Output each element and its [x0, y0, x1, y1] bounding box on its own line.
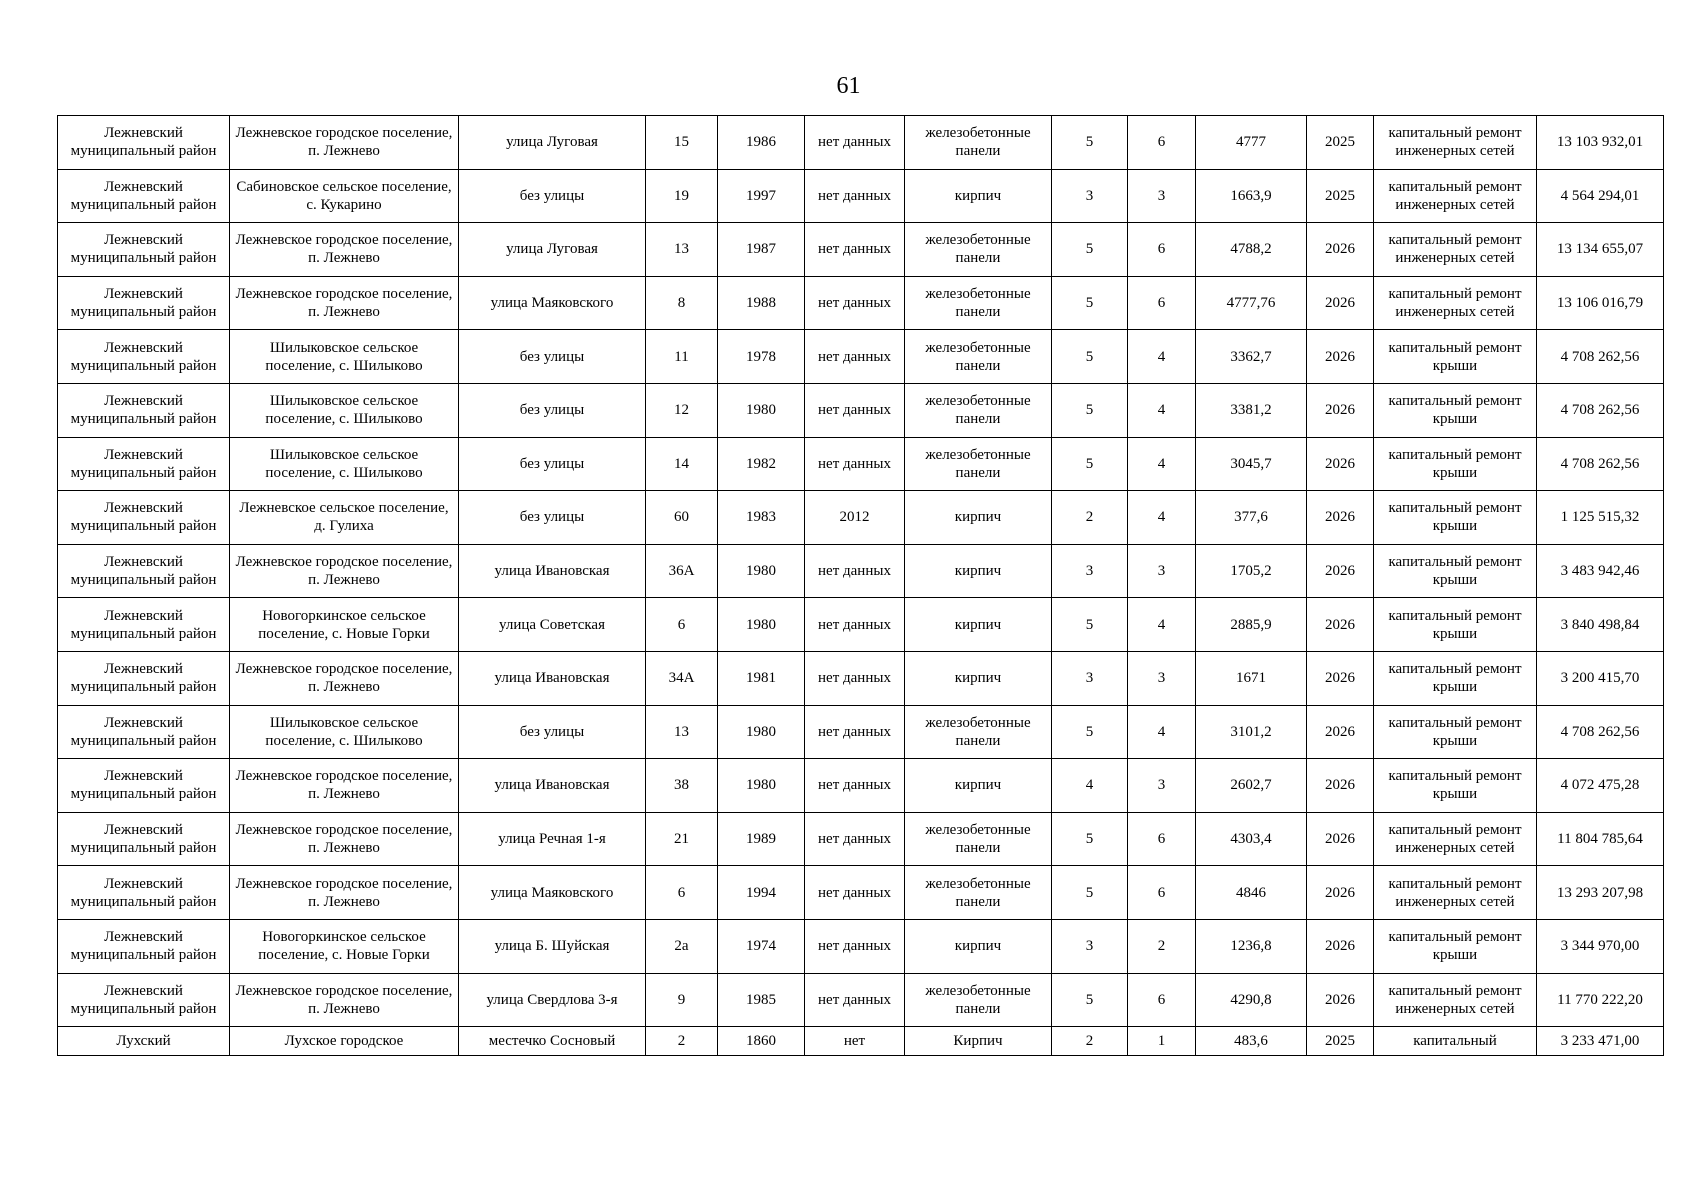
cell-house-number: 36А: [646, 544, 718, 598]
cell-street: без улицы: [459, 383, 646, 437]
cell-overhaul-year: нет данных: [805, 919, 905, 973]
cell-overhaul-year: нет данных: [805, 437, 905, 491]
cell-district: Лежневский муниципальный район: [58, 759, 230, 813]
cell-wall-material: железобетонные панели: [905, 223, 1052, 277]
cell-settlement: Новогоркинское сельское поселение, с. Новые Горки: [230, 598, 459, 652]
cell-area: 2885,9: [1196, 598, 1307, 652]
cell-district: Лежневский муниципальный район: [58, 169, 230, 223]
cell-build-year: 1978: [718, 330, 805, 384]
cell-house-number: 38: [646, 759, 718, 813]
cell-work-type: капитальный ремонт крыши: [1374, 437, 1537, 491]
cell-area: 1705,2: [1196, 544, 1307, 598]
cell-floors: 3: [1052, 169, 1128, 223]
cell-build-year: 1980: [718, 383, 805, 437]
cell-work-type: капитальный ремонт крыши: [1374, 919, 1537, 973]
cell-settlement: Шилыковское сельское поселение, с. Шилыково: [230, 705, 459, 759]
cell-street: без улицы: [459, 705, 646, 759]
cell-settlement: Шилыковское сельское поселение, с. Шилыково: [230, 330, 459, 384]
cell-build-year: 1986: [718, 116, 805, 170]
cell-settlement: Лежневское городское поселение, п. Лежнево: [230, 651, 459, 705]
cell-wall-material: железобетонные панели: [905, 276, 1052, 330]
cell-settlement: Лежневское городское поселение, п. Лежнево: [230, 116, 459, 170]
cell-entrances: 1: [1128, 1027, 1196, 1056]
cell-wall-material: кирпич: [905, 491, 1052, 545]
cell-settlement: Шилыковское сельское поселение, с. Шилыково: [230, 437, 459, 491]
table-row: [58, 1027, 1664, 1056]
cell-house-number: 19: [646, 169, 718, 223]
cell-settlement: Лежневское городское поселение, п. Лежнево: [230, 812, 459, 866]
cell-area: 1236,8: [1196, 919, 1307, 973]
cell-build-year: 1994: [718, 866, 805, 920]
cell-area: 377,6: [1196, 491, 1307, 545]
cell-wall-material: железобетонные панели: [905, 973, 1052, 1027]
cell-build-year: 1974: [718, 919, 805, 973]
cell-cost: 3 233 471,00: [1537, 1027, 1664, 1056]
cell-cost: 4 564 294,01: [1537, 169, 1664, 223]
cell-overhaul-year: нет данных: [805, 116, 905, 170]
housing-repair-table: [57, 115, 1664, 1056]
cell-plan-year: 2026: [1307, 759, 1374, 813]
cell-work-type: капитальный ремонт крыши: [1374, 383, 1537, 437]
cell-entrances: 4: [1128, 598, 1196, 652]
table-row: [58, 437, 1664, 491]
cell-cost: 13 103 932,01: [1537, 116, 1664, 170]
table-row: [58, 330, 1664, 384]
cell-district: Лежневский муниципальный район: [58, 276, 230, 330]
cell-district: Лежневский муниципальный район: [58, 383, 230, 437]
cell-wall-material: кирпич: [905, 598, 1052, 652]
page-number: 61: [836, 73, 861, 99]
cell-plan-year: 2026: [1307, 544, 1374, 598]
cell-floors: 5: [1052, 437, 1128, 491]
cell-plan-year: 2026: [1307, 276, 1374, 330]
cell-work-type: капитальный ремонт крыши: [1374, 651, 1537, 705]
cell-work-type: капитальный ремонт крыши: [1374, 491, 1537, 545]
cell-street: без улицы: [459, 169, 646, 223]
cell-settlement: Лежневское городское поселение, п. Лежнево: [230, 223, 459, 277]
cell-overhaul-year: нет данных: [805, 651, 905, 705]
cell-street: улица Советская: [459, 598, 646, 652]
cell-overhaul-year: нет данных: [805, 973, 905, 1027]
cell-district: Лежневский муниципальный район: [58, 598, 230, 652]
table-row: [58, 973, 1664, 1027]
cell-plan-year: 2025: [1307, 1027, 1374, 1056]
cell-build-year: 1988: [718, 276, 805, 330]
cell-house-number: 13: [646, 705, 718, 759]
cell-cost: 4 708 262,56: [1537, 705, 1664, 759]
cell-build-year: 1989: [718, 812, 805, 866]
cell-house-number: 60: [646, 491, 718, 545]
table-row: [58, 812, 1664, 866]
cell-overhaul-year: нет данных: [805, 383, 905, 437]
cell-work-type: капитальный ремонт инженерных сетей: [1374, 116, 1537, 170]
cell-overhaul-year: нет данных: [805, 330, 905, 384]
table-row: [58, 116, 1664, 170]
cell-entrances: 6: [1128, 223, 1196, 277]
cell-district: Лежневский муниципальный район: [58, 866, 230, 920]
cell-plan-year: 2026: [1307, 973, 1374, 1027]
cell-house-number: 2а: [646, 919, 718, 973]
cell-entrances: 3: [1128, 169, 1196, 223]
cell-plan-year: 2026: [1307, 491, 1374, 545]
cell-floors: 5: [1052, 812, 1128, 866]
cell-entrances: 4: [1128, 437, 1196, 491]
cell-house-number: 34А: [646, 651, 718, 705]
cell-settlement: Шилыковское сельское поселение, с. Шилыково: [230, 383, 459, 437]
cell-house-number: 6: [646, 598, 718, 652]
cell-work-type: капитальный ремонт крыши: [1374, 544, 1537, 598]
cell-settlement: Сабиновское сельское поселение, с. Кукарино: [230, 169, 459, 223]
cell-build-year: 1983: [718, 491, 805, 545]
cell-work-type: капитальный ремонт инженерных сетей: [1374, 973, 1537, 1027]
cell-district: Лежневский муниципальный район: [58, 544, 230, 598]
cell-entrances: 2: [1128, 919, 1196, 973]
cell-cost: 3 840 498,84: [1537, 598, 1664, 652]
cell-street: улица Ивановская: [459, 544, 646, 598]
cell-build-year: 1987: [718, 223, 805, 277]
cell-build-year: 1860: [718, 1027, 805, 1056]
cell-area: 3381,2: [1196, 383, 1307, 437]
cell-build-year: 1997: [718, 169, 805, 223]
cell-district: Лежневский муниципальный район: [58, 651, 230, 705]
cell-area: 4303,4: [1196, 812, 1307, 866]
cell-settlement: Новогоркинское сельское поселение, с. Новые Горки: [230, 919, 459, 973]
cell-street: без улицы: [459, 491, 646, 545]
cell-district: Лежневский муниципальный район: [58, 973, 230, 1027]
cell-settlement: Лежневское городское поселение, п. Лежнево: [230, 866, 459, 920]
cell-area: 2602,7: [1196, 759, 1307, 813]
cell-build-year: 1981: [718, 651, 805, 705]
cell-entrances: 4: [1128, 705, 1196, 759]
cell-entrances: 6: [1128, 866, 1196, 920]
cell-floors: 2: [1052, 491, 1128, 545]
table-row: [58, 598, 1664, 652]
cell-area: 4777: [1196, 116, 1307, 170]
cell-area: 1671: [1196, 651, 1307, 705]
cell-plan-year: 2025: [1307, 169, 1374, 223]
cell-wall-material: железобетонные панели: [905, 330, 1052, 384]
cell-entrances: 3: [1128, 759, 1196, 813]
table-row: [58, 866, 1664, 920]
cell-cost: 13 293 207,98: [1537, 866, 1664, 920]
cell-area: 1663,9: [1196, 169, 1307, 223]
cell-overhaul-year: нет данных: [805, 169, 905, 223]
cell-wall-material: железобетонные панели: [905, 116, 1052, 170]
cell-build-year: 1980: [718, 759, 805, 813]
cell-street: улица Ивановская: [459, 759, 646, 813]
cell-work-type: капитальный ремонт крыши: [1374, 330, 1537, 384]
cell-street: без улицы: [459, 330, 646, 384]
cell-street: улица Луговая: [459, 116, 646, 170]
cell-plan-year: 2026: [1307, 330, 1374, 384]
cell-cost: 3 200 415,70: [1537, 651, 1664, 705]
cell-district: Лежневский муниципальный район: [58, 116, 230, 170]
cell-cost: 4 708 262,56: [1537, 383, 1664, 437]
cell-overhaul-year: нет данных: [805, 598, 905, 652]
cell-floors: 5: [1052, 598, 1128, 652]
cell-plan-year: 2026: [1307, 919, 1374, 973]
cell-district: Лежневский муниципальный район: [58, 223, 230, 277]
cell-work-type: капитальный ремонт крыши: [1374, 598, 1537, 652]
cell-street: улица Маяковского: [459, 866, 646, 920]
cell-district: Лежневский муниципальный район: [58, 812, 230, 866]
cell-street: улица Свердлова 3-я: [459, 973, 646, 1027]
cell-floors: 5: [1052, 116, 1128, 170]
cell-floors: 5: [1052, 223, 1128, 277]
cell-house-number: 14: [646, 437, 718, 491]
cell-district: Лежневский муниципальный район: [58, 919, 230, 973]
cell-entrances: 6: [1128, 812, 1196, 866]
cell-wall-material: кирпич: [905, 759, 1052, 813]
cell-wall-material: кирпич: [905, 919, 1052, 973]
table-row: [58, 223, 1664, 277]
cell-cost: 3 483 942,46: [1537, 544, 1664, 598]
cell-overhaul-year: нет данных: [805, 223, 905, 277]
cell-house-number: 15: [646, 116, 718, 170]
cell-plan-year: 2026: [1307, 598, 1374, 652]
cell-floors: 5: [1052, 973, 1128, 1027]
cell-floors: 5: [1052, 866, 1128, 920]
table-row: [58, 383, 1664, 437]
cell-entrances: 4: [1128, 330, 1196, 384]
cell-floors: 3: [1052, 544, 1128, 598]
cell-area: 4777,76: [1196, 276, 1307, 330]
cell-area: 4788,2: [1196, 223, 1307, 277]
cell-cost: 11 804 785,64: [1537, 812, 1664, 866]
cell-house-number: 2: [646, 1027, 718, 1056]
cell-plan-year: 2025: [1307, 116, 1374, 170]
cell-overhaul-year: нет данных: [805, 544, 905, 598]
cell-street: улица Луговая: [459, 223, 646, 277]
cell-work-type: капитальный ремонт инженерных сетей: [1374, 223, 1537, 277]
cell-entrances: 6: [1128, 973, 1196, 1027]
cell-plan-year: 2026: [1307, 812, 1374, 866]
cell-cost: 1 125 515,32: [1537, 491, 1664, 545]
cell-build-year: 1985: [718, 973, 805, 1027]
cell-settlement: Лухское городское: [230, 1027, 459, 1056]
cell-overhaul-year: нет данных: [805, 812, 905, 866]
cell-floors: 2: [1052, 1027, 1128, 1056]
cell-street: улица Речная 1-я: [459, 812, 646, 866]
cell-work-type: капитальный ремонт инженерных сетей: [1374, 866, 1537, 920]
cell-overhaul-year: нет данных: [805, 866, 905, 920]
cell-entrances: 4: [1128, 491, 1196, 545]
cell-floors: 3: [1052, 651, 1128, 705]
cell-house-number: 9: [646, 973, 718, 1027]
cell-street: без улицы: [459, 437, 646, 491]
cell-plan-year: 2026: [1307, 651, 1374, 705]
cell-house-number: 8: [646, 276, 718, 330]
cell-overhaul-year: нет данных: [805, 759, 905, 813]
cell-settlement: Лежневское городское поселение, п. Лежнево: [230, 759, 459, 813]
cell-work-type: капитальный ремонт инженерных сетей: [1374, 812, 1537, 866]
table-row: [58, 919, 1664, 973]
cell-district: Лежневский муниципальный район: [58, 330, 230, 384]
cell-work-type: капитальный ремонт крыши: [1374, 759, 1537, 813]
cell-street: местечко Сосновый: [459, 1027, 646, 1056]
cell-street: улица Б. Шуйская: [459, 919, 646, 973]
cell-street: улица Ивановская: [459, 651, 646, 705]
cell-house-number: 12: [646, 383, 718, 437]
cell-house-number: 11: [646, 330, 718, 384]
cell-wall-material: железобетонные панели: [905, 812, 1052, 866]
cell-house-number: 13: [646, 223, 718, 277]
cell-overhaul-year: нет: [805, 1027, 905, 1056]
cell-district: Лежневский муниципальный район: [58, 705, 230, 759]
table-body: [58, 116, 1664, 1056]
cell-work-type: капитальный ремонт инженерных сетей: [1374, 169, 1537, 223]
cell-cost: 13 106 016,79: [1537, 276, 1664, 330]
cell-build-year: 1980: [718, 705, 805, 759]
cell-wall-material: железобетонные панели: [905, 705, 1052, 759]
cell-house-number: 21: [646, 812, 718, 866]
cell-overhaul-year: нет данных: [805, 276, 905, 330]
cell-settlement: Лежневское городское поселение, п. Лежнево: [230, 973, 459, 1027]
cell-entrances: 3: [1128, 651, 1196, 705]
cell-cost: 4 708 262,56: [1537, 330, 1664, 384]
cell-cost: 4 072 475,28: [1537, 759, 1664, 813]
cell-wall-material: железобетонные панели: [905, 437, 1052, 491]
cell-entrances: 3: [1128, 544, 1196, 598]
cell-floors: 5: [1052, 705, 1128, 759]
cell-work-type: капитальный ремонт крыши: [1374, 705, 1537, 759]
cell-plan-year: 2026: [1307, 437, 1374, 491]
cell-floors: 5: [1052, 383, 1128, 437]
cell-wall-material: кирпич: [905, 169, 1052, 223]
table-row: [58, 544, 1664, 598]
cell-overhaul-year: 2012: [805, 491, 905, 545]
cell-wall-material: Кирпич: [905, 1027, 1052, 1056]
table-row: [58, 276, 1664, 330]
cell-build-year: 1980: [718, 598, 805, 652]
cell-work-type: капитальный ремонт инженерных сетей: [1374, 276, 1537, 330]
cell-plan-year: 2026: [1307, 383, 1374, 437]
cell-area: 4290,8: [1196, 973, 1307, 1027]
cell-plan-year: 2026: [1307, 705, 1374, 759]
cell-district: Лежневский муниципальный район: [58, 491, 230, 545]
cell-cost: 11 770 222,20: [1537, 973, 1664, 1027]
cell-settlement: Лежневское городское поселение, п. Лежнево: [230, 276, 459, 330]
cell-area: 4846: [1196, 866, 1307, 920]
cell-plan-year: 2026: [1307, 866, 1374, 920]
cell-area: 3101,2: [1196, 705, 1307, 759]
cell-overhaul-year: нет данных: [805, 705, 905, 759]
cell-settlement: Лежневское сельское поселение, д. Гулиха: [230, 491, 459, 545]
cell-area: 3362,7: [1196, 330, 1307, 384]
cell-cost: 4 708 262,56: [1537, 437, 1664, 491]
cell-cost: 13 134 655,07: [1537, 223, 1664, 277]
cell-work-type: капитальный: [1374, 1027, 1537, 1056]
table-row: [58, 759, 1664, 813]
cell-house-number: 6: [646, 866, 718, 920]
cell-wall-material: железобетонные панели: [905, 866, 1052, 920]
table-row: [58, 705, 1664, 759]
cell-entrances: 4: [1128, 383, 1196, 437]
cell-entrances: 6: [1128, 116, 1196, 170]
cell-floors: 5: [1052, 276, 1128, 330]
cell-floors: 3: [1052, 919, 1128, 973]
cell-district: Лежневский муниципальный район: [58, 437, 230, 491]
cell-area: 3045,7: [1196, 437, 1307, 491]
cell-wall-material: кирпич: [905, 544, 1052, 598]
cell-street: улица Маяковского: [459, 276, 646, 330]
cell-floors: 4: [1052, 759, 1128, 813]
table-row: [58, 491, 1664, 545]
cell-area: 483,6: [1196, 1027, 1307, 1056]
cell-build-year: 1980: [718, 544, 805, 598]
cell-floors: 5: [1052, 330, 1128, 384]
cell-entrances: 6: [1128, 276, 1196, 330]
table-row: [58, 169, 1664, 223]
cell-build-year: 1982: [718, 437, 805, 491]
cell-wall-material: кирпич: [905, 651, 1052, 705]
cell-cost: 3 344 970,00: [1537, 919, 1664, 973]
cell-plan-year: 2026: [1307, 223, 1374, 277]
cell-district: Лухский: [58, 1027, 230, 1056]
cell-wall-material: железобетонные панели: [905, 383, 1052, 437]
cell-settlement: Лежневское городское поселение, п. Лежнево: [230, 544, 459, 598]
table-row: [58, 651, 1664, 705]
